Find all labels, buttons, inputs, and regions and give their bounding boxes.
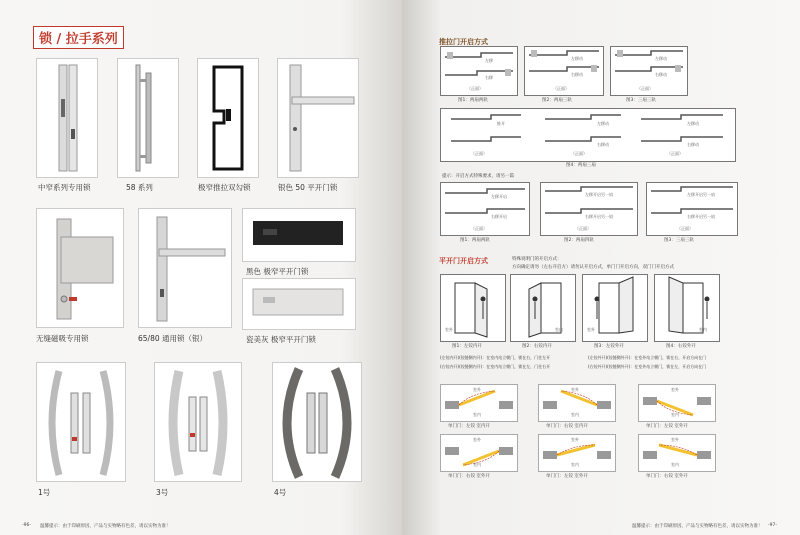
page-number: -96- — [22, 523, 31, 528]
sliding-label: 右移动 — [597, 142, 609, 147]
sliding-sublabel: （正面） — [677, 226, 693, 231]
silver-50-lock-drawing — [278, 59, 358, 177]
handle-58-drawing — [118, 59, 178, 177]
swing-diagram-2 — [510, 274, 576, 342]
inside-label: 室内 — [671, 462, 679, 467]
handle-4-drawing — [273, 363, 361, 481]
door-side-label: 室内 — [555, 327, 563, 332]
swing-desc: (右铰内开)(铰链侧内开)：在室内站立朝门，锁在左，门往右开 — [440, 364, 551, 369]
top-view-5 — [538, 434, 616, 472]
product-label: 65/80 通用锁（银） — [138, 334, 207, 343]
swing-note-line1: 特殊说明门的开启方式： — [512, 257, 562, 262]
sliding-label: 左移动 — [655, 56, 667, 61]
sliding-sublabel: （正面） — [553, 86, 569, 91]
sliding-label: 左移开启 — [491, 194, 507, 199]
swing-caption: 图3：左铰外开 — [594, 344, 624, 349]
product-image-58-series — [117, 58, 179, 178]
top-view-caption: 单门门：左铰 室内开 — [448, 424, 490, 429]
top-view-caption: 单门门：右铰 室外开 — [646, 474, 688, 479]
outside-label: 室外 — [571, 387, 579, 392]
door-drawing — [511, 275, 575, 341]
product-image-65-80-lock — [138, 208, 232, 328]
product-image-black-narrow-lock — [242, 208, 356, 262]
sliding-label: 右移开启 — [491, 214, 507, 219]
product-image-narrow-lock — [36, 58, 98, 178]
product-label: 58 系列 — [126, 183, 153, 192]
inside-label: 室内 — [571, 412, 579, 417]
swing-diagram-4 — [654, 274, 720, 342]
sliding-sublabel: （正面） — [471, 226, 487, 231]
sliding-diagram-1 — [440, 46, 518, 96]
sliding-label: 右移动 — [571, 72, 583, 77]
product-image-handle-1 — [36, 362, 126, 482]
product-label: 4号 — [274, 488, 287, 497]
sliding-label: 左移开启另一扇 — [585, 192, 613, 197]
section-title: 锁 / 拉手系列 — [33, 26, 124, 49]
sliding-caption: 图3：三扇三轨 — [664, 238, 694, 243]
right-page — [402, 0, 800, 535]
inside-label: 室内 — [571, 462, 579, 467]
swing-door-title: 平开门开启方式 — [439, 257, 488, 265]
outside-label: 室外 — [671, 437, 679, 442]
door-side-label: 室内 — [699, 327, 707, 332]
product-image-handle-4 — [272, 362, 362, 482]
sliding-label: 推开 — [497, 121, 505, 126]
top-view-3 — [638, 384, 716, 422]
sliding-caption: 图2：两扇三轨 — [542, 98, 572, 103]
sliding-diagram-wide — [440, 108, 736, 162]
inside-label: 室内 — [473, 462, 481, 467]
product-label: 1号 — [38, 488, 51, 497]
sliding-label: 左移动 — [687, 121, 699, 126]
left-footer — [0, 513, 402, 535]
sliding-door-title: 推拉门开启方式 — [439, 38, 488, 46]
outside-label: 室外 — [671, 387, 679, 392]
sliding-sublabel: （正面） — [637, 86, 653, 91]
lock-65-80-drawing — [139, 209, 231, 327]
product-label: 黑色 极窄平开门锁 — [246, 267, 309, 276]
narrow-lock-drawing — [37, 59, 97, 177]
product-image-handle-3 — [154, 362, 242, 482]
swing-desc: (左铰内开)(铰链侧内开)：在室内站立朝门，锁在右，门往左开 — [440, 355, 551, 360]
page-number: -97- — [768, 523, 777, 528]
product-label: 3号 — [156, 488, 169, 497]
handle-1-drawing — [37, 363, 125, 481]
sliding-diagram-5 — [540, 182, 638, 236]
top-view-6 — [638, 434, 716, 472]
door-drawing — [655, 275, 719, 341]
sliding-caption: 图1：两扇两轨 — [460, 238, 490, 243]
swing-caption: 图1：左铰内开 — [452, 344, 482, 349]
outside-label: 室外 — [571, 437, 579, 442]
product-image-silver-50-lock — [277, 58, 359, 178]
sliding-label: 右移开启另一扇 — [687, 214, 715, 219]
sliding-sublabel: （正面） — [571, 151, 587, 156]
sliding-label: 右移动 — [655, 72, 667, 77]
inside-label: 室内 — [473, 412, 481, 417]
top-view-caption: 单门门：右铰 室外开 — [448, 474, 490, 479]
black-narrow-lock-drawing — [243, 209, 355, 261]
top-view-caption: 单门门：右铰 室内开 — [546, 424, 588, 429]
inside-label: 室内 — [671, 412, 679, 417]
sliding-sublabel: （正面） — [575, 226, 591, 231]
sliding-note: 提示：开启方式特殊要求，请另一篇 — [442, 174, 514, 179]
sliding-label: 右移动 — [687, 142, 699, 147]
double-hook-lock-drawing — [198, 59, 258, 177]
sliding-label: 左移动 — [571, 56, 583, 61]
sliding-diagram-2 — [524, 46, 604, 96]
sliding-caption: 图1：两扇两轨 — [458, 98, 488, 103]
product-label: 极窄推拉双勾锁 — [198, 183, 251, 192]
swing-diagram-1 — [440, 274, 506, 342]
top-view-caption: 单门门：左铰 室外开 — [546, 474, 588, 479]
sliding-diagram-3 — [610, 46, 688, 96]
footer-notice: 温馨提示：由于印刷原因，产品与实物略有色差，请以实物为准！ — [40, 524, 171, 529]
swing-desc: (右铰外开)(铰链侧外开)：在室外站立朝门，锁在左，开启方向在门 — [588, 364, 707, 369]
swing-note-line2: 方向确定请勿（左右开启方）请勿认开启方式，单门门开启方向，双门门开启方式 — [512, 265, 674, 270]
swing-caption: 图2：右铰内开 — [522, 344, 552, 349]
product-label: 无缝磁吸专用锁 — [36, 334, 89, 343]
top-view-1 — [440, 384, 518, 422]
grey-narrow-lock-drawing — [243, 279, 355, 329]
top-view-caption: 单门门：左铰 室外开 — [646, 424, 688, 429]
sliding-label: 左移 — [485, 58, 493, 63]
footer-notice: 温馨提示：由于印刷原因，产品与实物略有色差，请以实物为准！ — [632, 524, 763, 529]
sliding-sublabel: （正面） — [471, 151, 487, 156]
swing-diagram-3 — [582, 274, 648, 342]
right-footer — [402, 513, 800, 535]
magnetic-lock-drawing — [37, 209, 123, 327]
sliding-caption: 图3：三扇三轨 — [626, 98, 656, 103]
sliding-sublabel: （正面） — [667, 151, 683, 156]
outside-label: 室外 — [473, 387, 481, 392]
sliding-diagram-6 — [646, 182, 738, 236]
sliding-diagram-4 — [440, 182, 530, 236]
sliding-sublabel: （正面） — [467, 86, 483, 91]
door-side-label: 室外 — [587, 327, 595, 332]
sliding-label: 左移开启另一扇 — [687, 192, 715, 197]
outside-label: 室外 — [473, 437, 481, 442]
sliding-label: 左移动 — [597, 121, 609, 126]
product-label: 中窄系列专用锁 — [38, 183, 91, 192]
product-label: 银色 50 平开门锁 — [278, 183, 338, 192]
product-image-double-hook-lock — [197, 58, 259, 178]
sliding-label: 右移开启另一扇 — [585, 214, 613, 219]
swing-desc: (左铰外开)(铰链侧外开)：在室外站立朝门，锁在右，开启方向在门 — [588, 355, 707, 360]
top-view-2 — [538, 384, 616, 422]
door-side-label: 室外 — [445, 327, 453, 332]
sliding-wide-caption: 图4：两扇三扇 — [566, 163, 596, 168]
sliding-caption: 图2：两扇四轨 — [564, 238, 594, 243]
top-view-4 — [440, 434, 518, 472]
swing-caption: 图4：右铰外开 — [666, 344, 696, 349]
handle-3-drawing — [155, 363, 241, 481]
product-image-grey-narrow-lock — [242, 278, 356, 330]
product-label: 瓷美灰 极窄平开门锁 — [246, 335, 316, 344]
sliding-label: 右移 — [485, 75, 493, 80]
product-image-magnetic-lock — [36, 208, 124, 328]
